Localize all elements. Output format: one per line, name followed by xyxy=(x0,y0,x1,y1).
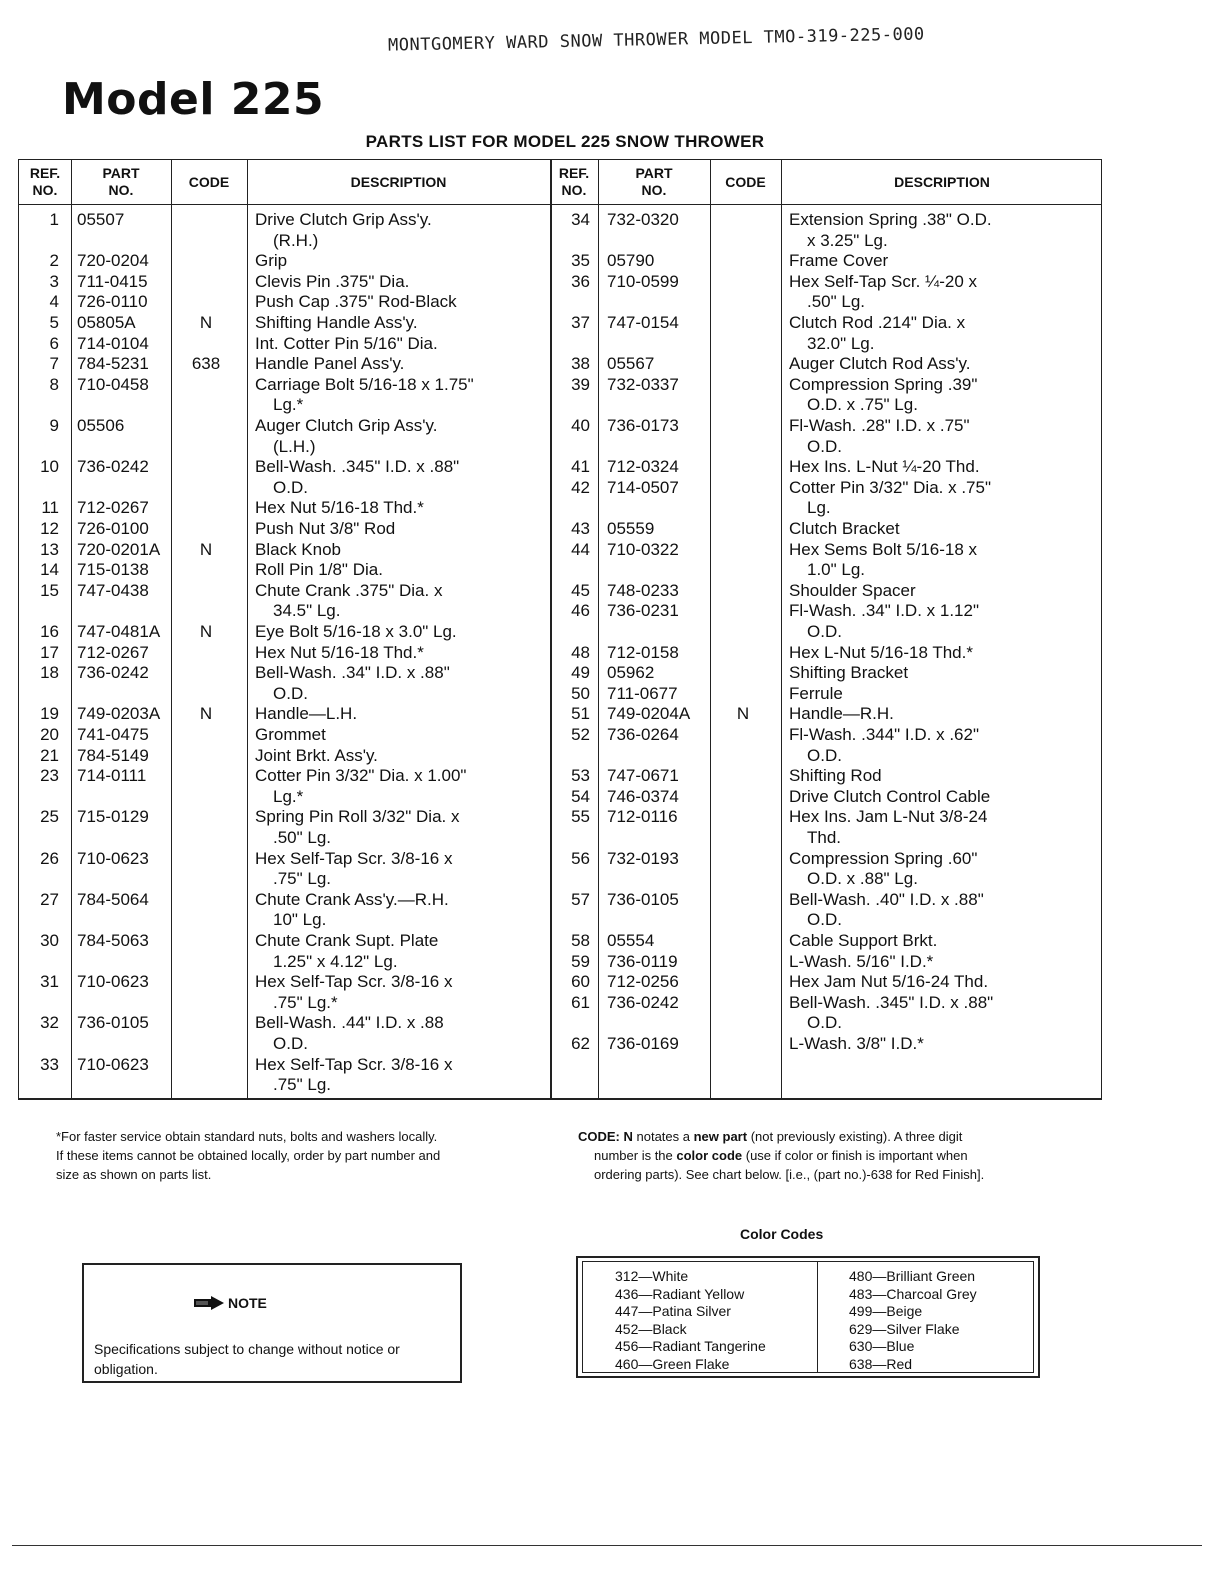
part-description: O.D. xyxy=(807,436,842,456)
part-description: L-Wash. 3/8" I.D.* xyxy=(789,1034,924,1053)
part-number: 715-0129 xyxy=(77,807,149,827)
part-description: Auger Clutch Rod Ass'y. xyxy=(789,354,971,374)
ref-number: 6 xyxy=(49,333,59,353)
part-description: Extension Spring .38" O.D. xyxy=(789,210,992,229)
part-number: 749-0204A xyxy=(607,704,691,724)
part-description: O.D. xyxy=(807,1013,842,1033)
part-number: 736-0105 xyxy=(607,889,679,909)
note-box xyxy=(82,1263,462,1383)
ref-number: 8 xyxy=(49,374,59,394)
part-description: Compression Spring .60" xyxy=(789,848,978,868)
ref-number: 56 xyxy=(571,848,590,868)
ref-number: 11 xyxy=(41,498,59,518)
color-code-entry: 499—Beige xyxy=(849,1303,923,1319)
ref-number: 5 xyxy=(49,313,59,332)
part-description: Ferrule xyxy=(789,683,843,703)
part-number: 05567 xyxy=(607,354,655,374)
part-number: 05805A xyxy=(77,313,136,332)
part-description: Hex Self-Tap Scr. 3/8-16 x xyxy=(255,848,453,868)
part-number: 711-0415 xyxy=(77,271,148,291)
ref-number: 33 xyxy=(40,1054,59,1074)
part-description: x 3.25" Lg. xyxy=(807,230,888,250)
ref-number: 37 xyxy=(571,313,590,332)
ref-number: 49 xyxy=(571,663,590,683)
ref-number: 10 xyxy=(40,457,59,477)
ref-number: 32 xyxy=(40,1013,59,1033)
part-number: 710-0623 xyxy=(77,848,149,868)
part-description: Hex Ins. Jam L-Nut 3/8-24 xyxy=(789,807,988,827)
part-description: O.D. x .75" Lg. xyxy=(807,395,918,415)
part-number: 747-0154 xyxy=(607,313,679,332)
part-description: Handle—R.H. xyxy=(789,704,894,724)
ref-number: 57 xyxy=(571,889,590,909)
parts-table xyxy=(18,159,1102,1100)
standard-hardware-footnote: *For faster service obtain standard nuts, bolts and washers locally. If these items cannot be obtained locally, order by part number and size as shown on parts list. xyxy=(56,1129,441,1182)
part-number: 747-0481A xyxy=(77,622,161,641)
part-number: 741-0475 xyxy=(77,725,149,744)
part-number: 710-0322 xyxy=(607,539,679,559)
ref-number: 7 xyxy=(49,354,59,374)
part-description: O.D. xyxy=(273,683,308,703)
part-number: 712-0256 xyxy=(607,972,679,992)
part-description: O.D. xyxy=(807,745,842,765)
part-number: 720-0201A xyxy=(77,539,161,559)
part-description: Shoulder Spacer xyxy=(789,580,916,600)
ref-number: 21 xyxy=(40,745,59,765)
part-description: (L.H.) xyxy=(273,436,316,456)
ref-number: 14 xyxy=(40,560,59,580)
handwritten-model-note: MONTGOMERY WARD SNOW THROWER MODEL TMO-319-225-000 xyxy=(387,24,925,56)
color-code-entry: 460—Green Flake xyxy=(615,1355,730,1372)
part-number: 736-0173 xyxy=(607,416,679,435)
color-codes-right-column xyxy=(849,1268,977,1373)
arrow-flag-icon xyxy=(194,1296,224,1310)
part-description: Clutch Rod .214" Dia. x xyxy=(789,313,966,332)
part-description: Hex Nut 5/16-18 Thd.* xyxy=(255,642,424,662)
color-code-entry: 483—Charcoal Grey xyxy=(849,1285,977,1302)
color-codes-title: Color Codes xyxy=(740,1226,824,1242)
part-description: O.D. xyxy=(807,621,842,641)
part-description: Drive Clutch Grip Ass'y. xyxy=(255,210,432,229)
ref-no-header-right: REF. NO. xyxy=(558,165,590,198)
ref-number: 17 xyxy=(40,642,59,662)
part-number: 784-5064 xyxy=(77,889,149,909)
ref-number: 12 xyxy=(40,519,59,538)
part-no-header: PART NO. xyxy=(102,165,140,198)
part-description: Chute Crank .375" Dia. x xyxy=(255,580,443,600)
part-description: O.D. xyxy=(273,477,308,497)
part-number: 712-0267 xyxy=(77,642,149,662)
part-number: 712-0158 xyxy=(607,642,679,662)
ref-number: 27 xyxy=(40,889,59,909)
part-description: Hex Ins. L-Nut ¼-20 Thd. xyxy=(789,457,980,477)
part-description: Auger Clutch Grip Ass'y. xyxy=(255,416,438,435)
part-description: Compression Spring .39" xyxy=(789,374,978,394)
part-number: 714-0111 xyxy=(77,766,147,786)
color-or-new-code: N xyxy=(199,622,213,641)
description-header: DESCRIPTION xyxy=(350,173,447,190)
part-description: .50" Lg. xyxy=(273,827,332,847)
part-number: 784-5149 xyxy=(77,745,149,765)
part-no-header-right: PART NO. xyxy=(635,165,673,198)
part-description: Cable Support Brkt. xyxy=(789,931,938,950)
ref-number: 3 xyxy=(49,271,59,291)
part-number: 732-0320 xyxy=(607,210,679,229)
part-description: Drive Clutch Control Cable xyxy=(789,786,991,806)
part-number: 720-0204 xyxy=(77,251,149,271)
code-header: CODE xyxy=(188,173,230,190)
part-description: Hex Nut 5/16-18 Thd.* xyxy=(255,498,424,518)
part-description: Hex Self-Tap Scr. ¼-20 x xyxy=(789,271,978,291)
part-description: Roll Pin 1/8" Dia. xyxy=(255,560,383,580)
part-number: 710-0623 xyxy=(77,972,149,992)
ref-no-header: REF. NO. xyxy=(29,165,61,198)
color-or-new-code: N xyxy=(199,313,213,332)
ref-number: 16 xyxy=(40,622,59,641)
part-description: Lg.* xyxy=(273,786,304,806)
part-description: Int. Cotter Pin 5/16" Dia. xyxy=(255,333,438,353)
color-code-entry: 456—Radiant Tangerine xyxy=(615,1338,766,1354)
color-or-new-code: N xyxy=(199,704,213,724)
ref-number: 55 xyxy=(571,807,590,827)
color-code-entry: 452—Black xyxy=(615,1320,687,1337)
ref-number: 41 xyxy=(571,457,590,477)
part-description: L-Wash. 5/16" I.D.* xyxy=(789,951,934,971)
ref-number: 53 xyxy=(571,766,590,786)
part-description: Hex Jam Nut 5/16-24 Thd. xyxy=(789,972,989,992)
ref-number: 45 xyxy=(571,580,590,600)
ref-number: 40 xyxy=(571,416,590,435)
description-header-right: DESCRIPTION xyxy=(894,173,990,190)
ref-number: 19 xyxy=(40,704,59,724)
part-description: Handle Panel Ass'y. xyxy=(255,354,405,374)
ref-number: 35 xyxy=(571,251,590,271)
ref-number: 38 xyxy=(571,354,590,374)
ref-number: 61 xyxy=(571,992,590,1012)
part-number: 712-0324 xyxy=(607,457,679,477)
color-or-new-code: N xyxy=(199,539,213,559)
part-description: Push Cap .375" Rod-Black xyxy=(255,292,457,312)
note-text: Specifications subject to change without notice or obligation. xyxy=(94,1341,400,1377)
part-description: Cotter Pin 3/32" Dia. x .75" xyxy=(789,477,991,497)
part-number: 747-0438 xyxy=(77,580,149,600)
part-number: 732-0193 xyxy=(607,848,679,868)
part-number: 710-0623 xyxy=(77,1054,149,1074)
ref-number: 46 xyxy=(571,601,590,621)
part-number: 05962 xyxy=(607,663,655,683)
part-number: 726-0110 xyxy=(77,292,148,312)
part-description: 32.0" Lg. xyxy=(807,333,875,353)
part-description: Bell-Wash. .345" I.D. x .88" xyxy=(255,457,460,477)
part-number: 748-0233 xyxy=(607,580,679,600)
part-number: 711-0677 xyxy=(607,683,678,703)
ref-number: 4 xyxy=(49,292,59,312)
ref-number: 18 xyxy=(40,663,59,683)
part-number: 736-0242 xyxy=(607,992,679,1012)
part-description: Bell-Wash. .44" I.D. x .88 xyxy=(255,1013,444,1033)
page-bottom-rule xyxy=(12,1545,1202,1546)
part-number: 712-0267 xyxy=(77,498,149,518)
code-header-right: CODE xyxy=(725,173,766,190)
part-number: 715-0138 xyxy=(77,560,149,580)
part-description: Bell-Wash. .34" I.D. x .88" xyxy=(255,663,450,683)
part-description: Joint Brkt. Ass'y. xyxy=(255,745,378,765)
color-code-entry: 436—Radiant Yellow xyxy=(615,1285,745,1302)
part-description: (R.H.) xyxy=(273,230,319,250)
part-number: 05559 xyxy=(607,519,655,538)
color-codes-left-column xyxy=(615,1268,766,1373)
ref-number: 43 xyxy=(571,519,590,538)
part-description: Fl-Wash. .344" I.D. x .62" xyxy=(789,725,979,744)
part-number: 736-0242 xyxy=(77,663,149,683)
part-number: 726-0100 xyxy=(77,519,149,538)
part-number: 749-0203A xyxy=(77,704,161,724)
part-description: .75" Lg. xyxy=(273,869,332,889)
part-number: 710-0458 xyxy=(77,374,149,394)
ref-number: 13 xyxy=(40,539,59,559)
ref-number: 26 xyxy=(40,848,59,868)
part-description: Eye Bolt 5/16-18 x 3.0" Lg. xyxy=(255,622,457,641)
ref-number: 60 xyxy=(571,972,590,992)
part-number: 784-5231 xyxy=(77,354,149,374)
part-description: Grip xyxy=(255,251,288,271)
ref-number: 9 xyxy=(49,416,59,435)
part-number: 712-0116 xyxy=(607,807,678,827)
part-number: 714-0104 xyxy=(77,333,149,353)
part-number: 736-0264 xyxy=(607,725,679,744)
ref-number: 34 xyxy=(571,210,590,229)
note-label: NOTE xyxy=(228,1295,267,1311)
part-number: 05554 xyxy=(607,931,655,950)
part-number: 05790 xyxy=(607,251,655,271)
ref-number: 23 xyxy=(40,766,59,786)
part-description: Clevis Pin .375" Dia. xyxy=(255,271,410,291)
part-description: 10" Lg. xyxy=(273,910,327,930)
part-description: Lg. xyxy=(807,498,831,518)
part-description: O.D. x .88" Lg. xyxy=(807,869,918,889)
part-description: Shifting Rod xyxy=(789,766,882,786)
part-number: 05507 xyxy=(77,210,125,229)
part-number: 736-0231 xyxy=(607,601,679,621)
part-description: Fl-Wash. .34" I.D. x 1.12" xyxy=(789,601,979,621)
part-description: Shifting Bracket xyxy=(789,663,909,683)
ref-number: 2 xyxy=(49,251,59,271)
part-description: Clutch Bracket xyxy=(789,519,900,538)
color-code-entry: 629—Silver Flake xyxy=(849,1320,960,1337)
part-number: 732-0337 xyxy=(607,374,679,394)
part-description: Hex Sems Bolt 5/16-18 x xyxy=(789,539,978,559)
part-description: O.D. xyxy=(273,1033,308,1053)
part-description: Spring Pin Roll 3/32" Dia. x xyxy=(255,807,460,827)
part-description: Bell-Wash. .345" I.D. x .88" xyxy=(789,992,994,1012)
part-number: 736-0242 xyxy=(77,457,149,477)
part-description: Grommet xyxy=(255,725,326,744)
part-description: O.D. xyxy=(807,910,842,930)
ref-number: 52 xyxy=(571,725,590,744)
part-description: Lg.* xyxy=(273,395,304,415)
part-description: 34.5" Lg. xyxy=(273,601,341,621)
color-codes-table xyxy=(576,1256,1040,1378)
ref-number: 44 xyxy=(571,539,590,559)
ref-number: 36 xyxy=(571,271,590,291)
color-or-new-code: N xyxy=(736,704,750,724)
color-code-entry: 447—Patina Silver xyxy=(615,1303,731,1319)
part-number: 736-0169 xyxy=(607,1034,679,1053)
ref-number: 51 xyxy=(571,704,590,724)
part-number: 736-0119 xyxy=(607,951,678,971)
ref-number: 25 xyxy=(40,807,59,827)
part-number: 784-5063 xyxy=(77,931,149,950)
part-number: 747-0671 xyxy=(607,766,679,786)
part-description: Hex Self-Tap Scr. 3/8-16 x xyxy=(255,1054,453,1074)
ref-number: 30 xyxy=(40,931,59,950)
ref-number: 1 xyxy=(49,210,59,229)
ref-number: 39 xyxy=(571,374,590,394)
ref-number: 62 xyxy=(571,1034,590,1053)
ref-number: 20 xyxy=(40,725,59,744)
part-description: Hex Self-Tap Scr. 3/8-16 x xyxy=(255,972,453,992)
ref-number: 58 xyxy=(571,931,590,950)
ref-number: 42 xyxy=(571,477,590,497)
part-description: Shifting Handle Ass'y. xyxy=(255,313,418,332)
part-number: 714-0507 xyxy=(607,477,679,497)
part-description: Chute Crank Ass'y.—R.H. xyxy=(255,889,449,909)
color-code-entry: 630—Blue xyxy=(849,1338,915,1354)
part-description: Black Knob xyxy=(255,539,341,559)
color-code-entry: 312—White xyxy=(615,1268,689,1284)
part-description: Fl-Wash. .28" I.D. x .75" xyxy=(789,416,970,435)
ref-number: 54 xyxy=(571,786,590,806)
parts-list-title: PARTS LIST FOR MODEL 225 SNOW THROWER xyxy=(365,132,765,151)
part-description: Cotter Pin 3/32" Dia. x 1.00" xyxy=(255,766,467,786)
part-number: 05506 xyxy=(77,416,125,435)
ref-number: 48 xyxy=(571,642,590,662)
part-description: Chute Crank Supt. Plate xyxy=(255,931,439,950)
part-description: Push Nut 3/8" Rod xyxy=(255,519,396,538)
model-title: Model 225 xyxy=(62,74,325,125)
part-description: Bell-Wash. .40" I.D. x .88" xyxy=(789,889,984,909)
part-description: Frame Cover xyxy=(789,251,889,271)
code-explanation-footnote: CODE: N notates a new part (not previously existing). A three digit number is the color code (use if color or finish is important when ordering parts). See chart below. [i.e., (part no.)-638 for Red Finish]. xyxy=(578,1129,985,1182)
part-description: 1.0" Lg. xyxy=(807,560,866,580)
part-number: 710-0599 xyxy=(607,271,679,291)
part-description: Handle—L.H. xyxy=(255,704,358,724)
color-or-new-code: 638 xyxy=(191,354,221,374)
ref-number: 31 xyxy=(40,972,59,992)
ref-number: 15 xyxy=(40,580,59,600)
part-description: .50" Lg. xyxy=(807,292,866,312)
part-number: 736-0105 xyxy=(77,1013,149,1033)
part-description: Thd. xyxy=(807,827,842,847)
ref-number: 59 xyxy=(571,951,590,971)
ref-number: 50 xyxy=(571,683,590,703)
part-description: Hex L-Nut 5/16-18 Thd.* xyxy=(789,642,973,662)
part-description: Carriage Bolt 5/16-18 x 1.75" xyxy=(255,374,474,394)
part-number: 746-0374 xyxy=(607,786,679,806)
part-description: 1.25" x 4.12" Lg. xyxy=(273,951,398,971)
part-description: .75" Lg.* xyxy=(273,992,338,1012)
color-code-entry: 480—Brilliant Green xyxy=(849,1268,976,1284)
part-description: .75" Lg. xyxy=(273,1075,332,1095)
color-code-entry: 638—Red xyxy=(849,1355,913,1372)
